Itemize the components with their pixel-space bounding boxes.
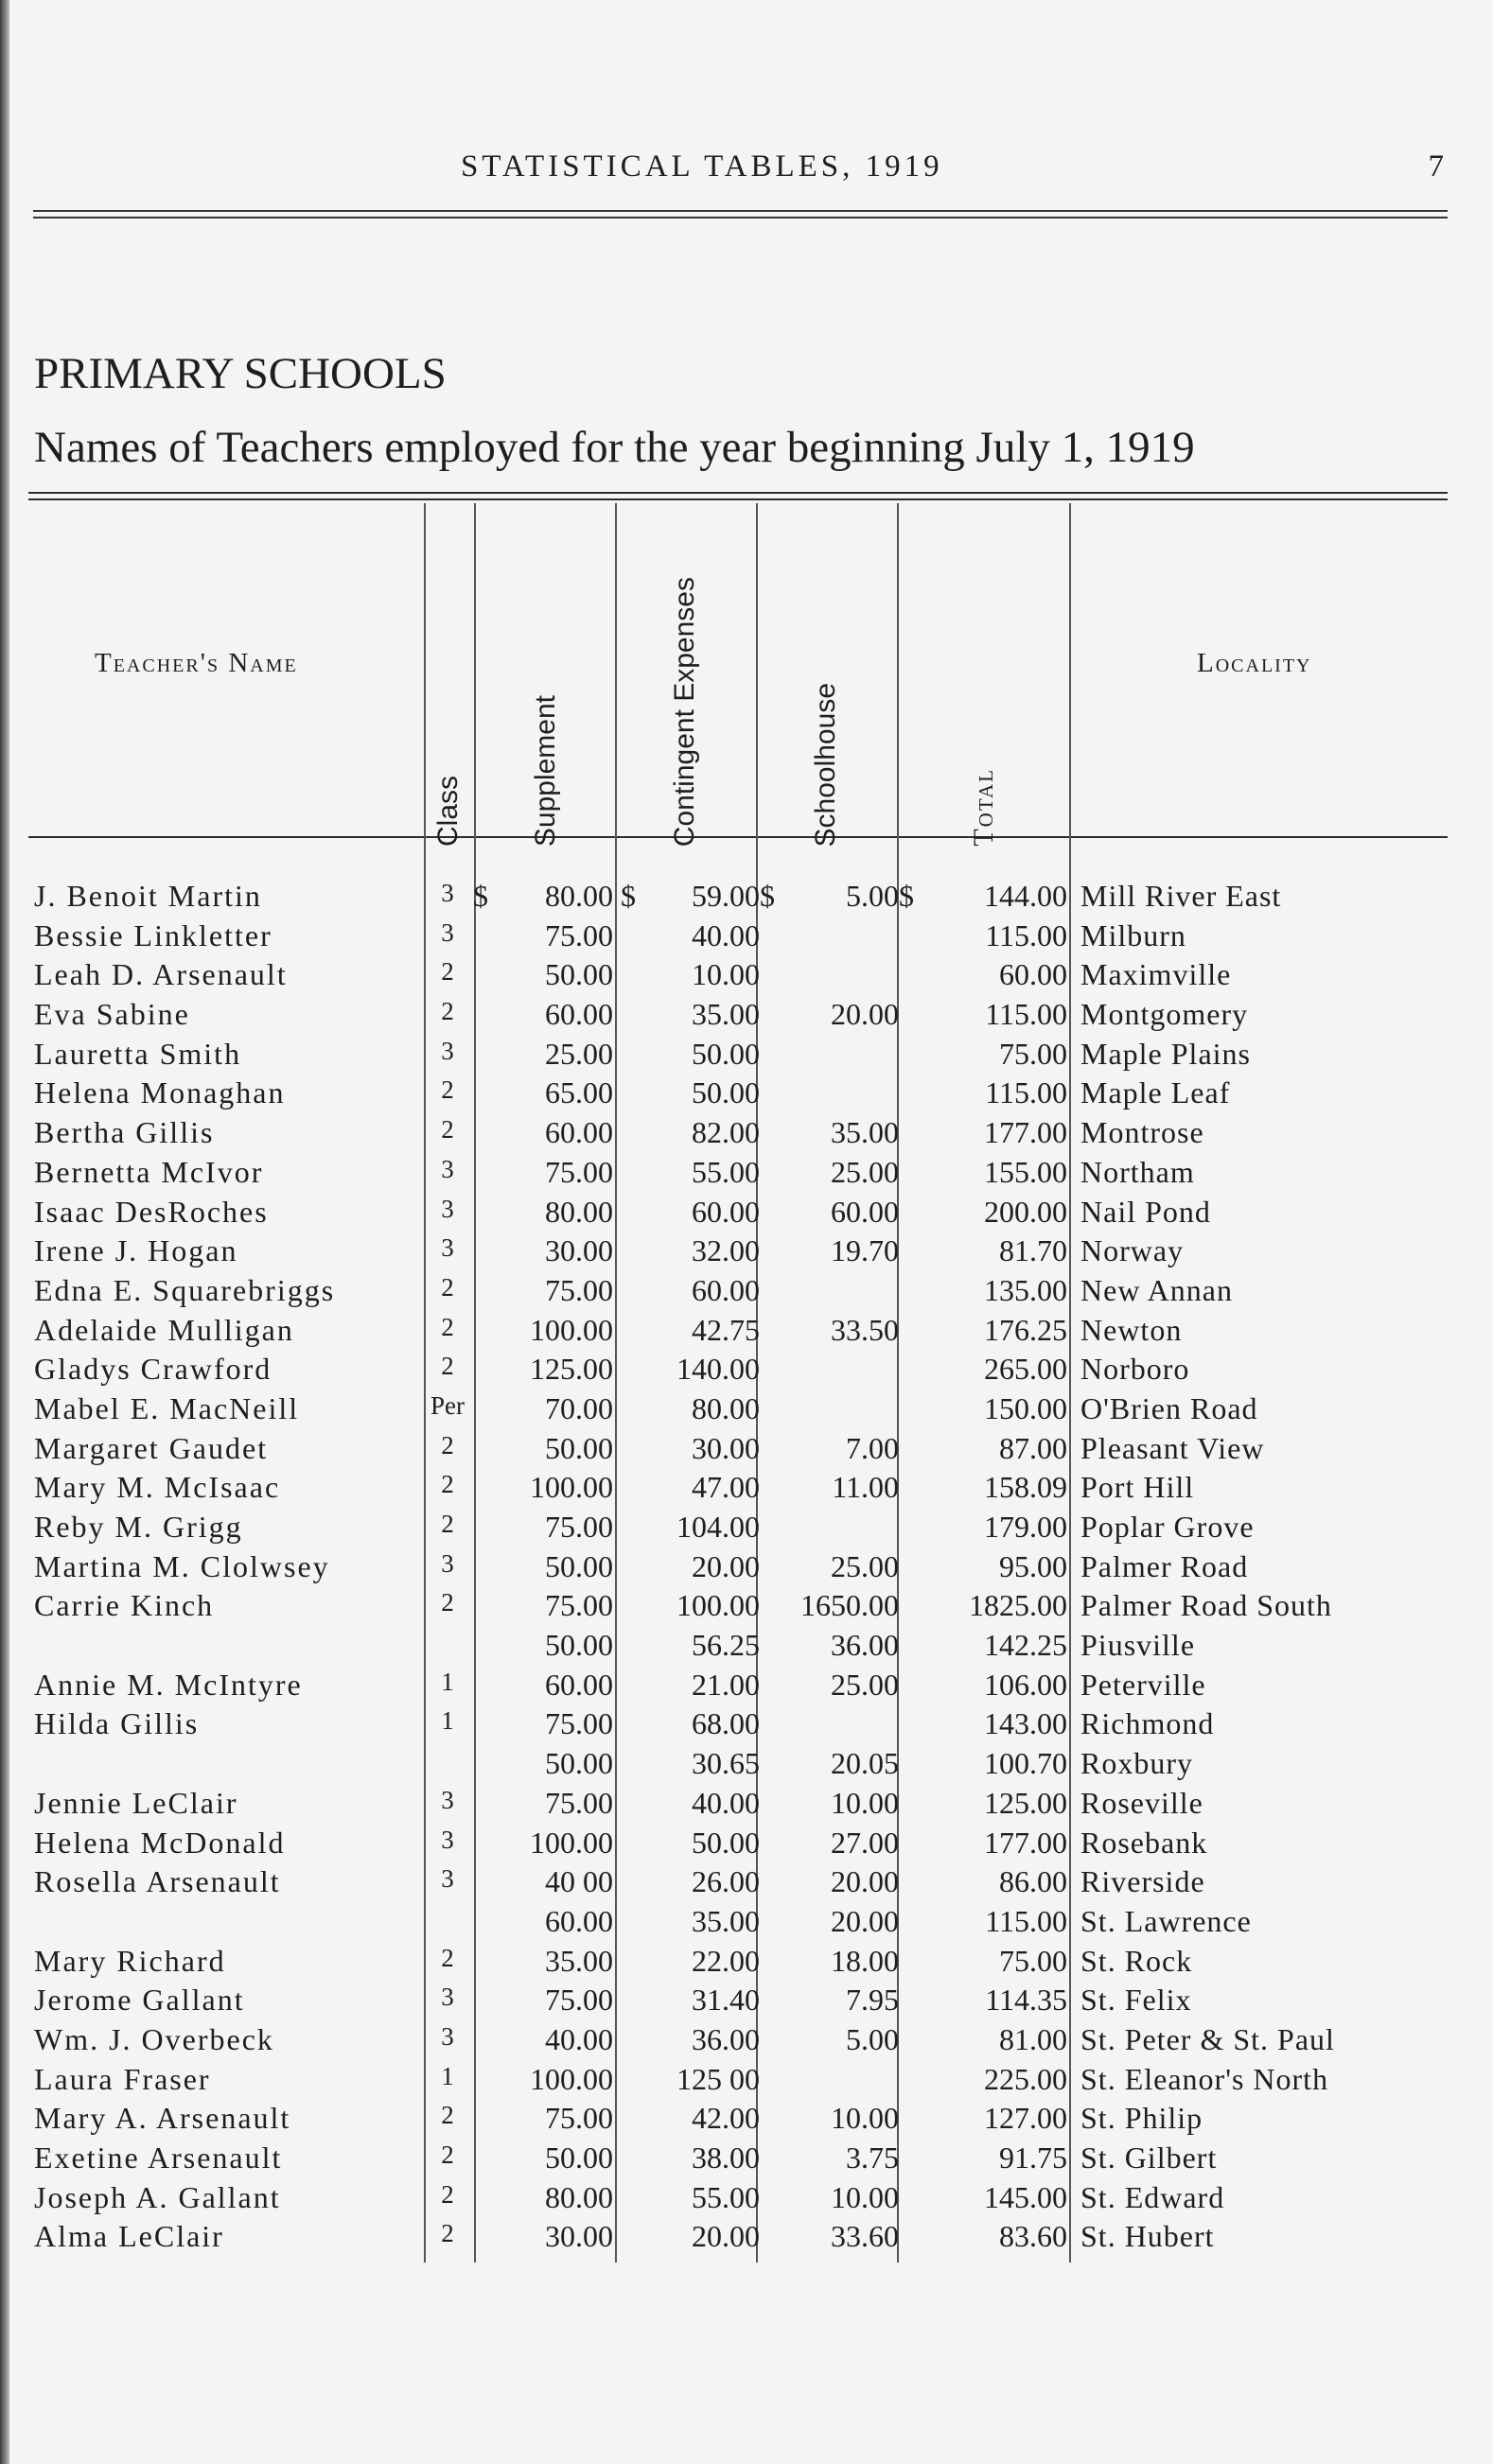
schoolhouse-value: 10.00	[831, 1785, 899, 1820]
teacher-name: Martina M. Clolwsey	[34, 1548, 330, 1583]
teacher-class: 3	[441, 2021, 454, 2051]
locality-name: St. Rock	[1080, 1943, 1193, 1978]
column-header-class: Class	[432, 775, 464, 847]
teacher-class: 2	[441, 2141, 454, 2169]
contingent-value: 60.00	[692, 1272, 760, 1307]
table-row	[0, 1940, 1493, 1980]
teacher-name: Joseph A. Gallant	[34, 2179, 281, 2214]
supplement-value: 75.00	[545, 1154, 613, 1189]
contingent-value: 36.00	[692, 2021, 760, 2056]
column-header-name: Teacher's Name	[95, 648, 298, 678]
locality-name: Riverside	[1080, 1864, 1205, 1899]
total-value: 127.00	[984, 2101, 1067, 2136]
table-row	[0, 1230, 1493, 1269]
table-row	[0, 2097, 1493, 2137]
teacher-name: Alma LeClair	[34, 2219, 224, 2254]
table-row	[0, 2058, 1493, 2098]
teacher-class: 2	[441, 957, 454, 987]
teacher-class: 3	[441, 1548, 454, 1578]
supplement-value: 65.00	[545, 1075, 613, 1110]
teacher-class: 1	[441, 1706, 454, 1736]
header-rule	[33, 210, 1448, 212]
contingent-value: 55.00	[692, 2179, 760, 2214]
total-value: 75.00	[999, 1943, 1067, 1978]
teacher-class: 2	[441, 1272, 454, 1302]
total-value: 176.25	[984, 1312, 1067, 1347]
table-row	[0, 1624, 1493, 1664]
total-value: 86.00	[999, 1864, 1067, 1899]
teacher-class: 2	[441, 1075, 454, 1105]
contingent-value: 21.00	[692, 1667, 760, 1702]
schoolhouse-value: 5.00	[846, 2021, 899, 2056]
contingent-value: 104.00	[676, 1510, 760, 1544]
schoolhouse-value: 20.00	[831, 1864, 899, 1899]
contingent-value: 42.00	[692, 2101, 760, 2136]
supplement-value: 75.00	[545, 2101, 613, 2136]
teacher-class: 3	[441, 1864, 454, 1894]
locality-name: Newton	[1080, 1312, 1183, 1347]
teacher-name: Mary Richard	[34, 1943, 226, 1978]
table-row	[0, 2137, 1493, 2176]
schoolhouse-value: 60.00	[831, 1194, 899, 1229]
teacher-class: 3	[441, 1154, 454, 1183]
table-row	[0, 1466, 1493, 1506]
supplement-value: 80.00	[545, 879, 613, 913]
table-row	[0, 1664, 1493, 1704]
table-row	[0, 875, 1493, 915]
teacher-class: 2	[441, 1352, 454, 1381]
contingent-value: 80.00	[692, 1390, 760, 1425]
contingent-value: 60.00	[692, 1194, 760, 1229]
teacher-name: Bertha Gillis	[34, 1115, 215, 1150]
total-value: 115.00	[985, 1903, 1067, 1938]
teacher-class: 3	[441, 1194, 454, 1223]
total-value: 135.00	[984, 1272, 1067, 1307]
dollar-sign: $	[899, 879, 914, 913]
total-value: 125.00	[984, 1785, 1067, 1820]
locality-name: Northam	[1080, 1154, 1195, 1189]
contingent-value: 42.75	[692, 1312, 760, 1347]
table-row	[0, 2215, 1493, 2255]
teacher-class: 2	[441, 1115, 454, 1145]
supplement-value: 70.00	[545, 1390, 613, 1425]
supplement-value: 50.00	[545, 1746, 613, 1781]
teacher-name: Helena Monaghan	[34, 1075, 286, 1110]
schoolhouse-value: 3.75	[846, 2141, 899, 2175]
table-row	[0, 915, 1493, 954]
teacher-class: 3	[441, 1983, 454, 2012]
supplement-value: 40.00	[545, 2021, 613, 2056]
supplement-value: 35.00	[545, 1943, 613, 1978]
teacher-class: 2	[441, 1312, 454, 1341]
total-value: 115.00	[985, 917, 1067, 952]
schoolhouse-value: 1650.00	[800, 1588, 899, 1623]
total-value: 81.70	[999, 1233, 1067, 1268]
supplement-value: 60.00	[545, 1115, 613, 1150]
table-row	[0, 1979, 1493, 2018]
teacher-class: 3	[441, 1785, 454, 1814]
locality-name: Richmond	[1080, 1706, 1215, 1741]
table-top-rule-double	[28, 498, 1448, 500]
total-value: 81.00	[999, 2021, 1067, 2056]
table-row	[0, 1191, 1493, 1231]
locality-name: Palmer Road South	[1080, 1588, 1332, 1623]
locality-name: New Annan	[1080, 1272, 1233, 1307]
teacher-name: Jennie LeClair	[34, 1785, 238, 1820]
table-row	[0, 1348, 1493, 1388]
contingent-value: 55.00	[692, 1154, 760, 1189]
total-value: 225.00	[984, 2061, 1067, 2096]
teacher-name: Hilda Gillis	[34, 1706, 200, 1741]
locality-name: St. Edward	[1080, 2179, 1225, 2214]
locality-name: St. Eleanor's North	[1080, 2061, 1329, 2096]
total-value: 143.00	[984, 1706, 1067, 1741]
teacher-name: Reby M. Grigg	[34, 1510, 243, 1544]
locality-name: St. Gilbert	[1080, 2141, 1218, 2175]
locality-name: St. Philip	[1080, 2101, 1203, 2136]
teacher-name: Carrie Kinch	[34, 1588, 215, 1623]
teacher-name: Isaac DesRoches	[34, 1194, 269, 1229]
table-row	[0, 1427, 1493, 1467]
supplement-value: 75.00	[545, 1983, 613, 2018]
contingent-value: 35.00	[692, 1903, 760, 1938]
locality-name: St. Felix	[1080, 1983, 1192, 2018]
contingent-value: 31.40	[692, 1983, 760, 2018]
locality-name: Peterville	[1080, 1667, 1206, 1702]
teacher-class: 2	[441, 997, 454, 1026]
running-title: STATISTICAL TABLES, 1919	[461, 149, 943, 183]
total-value: 91.75	[999, 2141, 1067, 2175]
total-value: 177.00	[984, 1115, 1067, 1150]
contingent-value: 50.00	[692, 1825, 760, 1860]
contingent-value: 40.00	[692, 917, 760, 952]
schoolhouse-value: 20.00	[831, 997, 899, 1032]
contingent-value: 100.00	[676, 1588, 760, 1623]
supplement-value: 50.00	[545, 1628, 613, 1663]
contingent-value: 22.00	[692, 1943, 760, 1978]
schoolhouse-value: 33.60	[831, 2219, 899, 2254]
column-header-contingent: Contingent Expenses	[669, 576, 700, 847]
total-value: 60.00	[999, 957, 1067, 992]
locality-name: Port Hill	[1080, 1470, 1195, 1505]
table-row	[0, 1033, 1493, 1073]
total-value: 115.00	[985, 1075, 1067, 1110]
contingent-value: 26.00	[692, 1864, 760, 1899]
supplement-value: 50.00	[545, 1548, 613, 1583]
contingent-value: 32.00	[692, 1233, 760, 1268]
table-row	[0, 1703, 1493, 1742]
total-value: 100.70	[984, 1746, 1067, 1781]
schoolhouse-value: 11.00	[832, 1470, 899, 1505]
contingent-value: 56.25	[692, 1628, 760, 1663]
teacher-name: Rosella Arsenault	[34, 1864, 281, 1899]
contingent-value: 30.65	[692, 1746, 760, 1781]
table-row	[0, 993, 1493, 1033]
teacher-class: 3	[441, 1825, 454, 1854]
table-row	[0, 1111, 1493, 1151]
teacher-class: 2	[441, 2101, 454, 2130]
table-row	[0, 1822, 1493, 1861]
dollar-sign: $	[473, 879, 488, 913]
total-value: 200.00	[984, 1194, 1067, 1229]
locality-name: Milburn	[1080, 917, 1186, 952]
section-title: PRIMARY SCHOOLS	[34, 349, 447, 398]
teacher-name: Edna E. Squarebriggs	[34, 1272, 336, 1307]
teacher-name: Wm. J. Overbeck	[34, 2021, 274, 2056]
contingent-value: 20.00	[692, 2219, 760, 2254]
dollar-sign: $	[760, 879, 775, 913]
locality-name: Montrose	[1080, 1115, 1204, 1150]
locality-name: Rosebank	[1080, 1825, 1208, 1860]
supplement-value: 100.00	[530, 2061, 613, 2096]
schoolhouse-value: 25.00	[831, 1154, 899, 1189]
locality-name: Roseville	[1080, 1785, 1203, 1820]
schoolhouse-value: 7.95	[846, 1983, 899, 2018]
column-header-schoolhouse: Schoolhouse	[810, 682, 841, 847]
total-value: 155.00	[984, 1154, 1067, 1189]
supplement-value: 100.00	[530, 1312, 613, 1347]
schoolhouse-value: 36.00	[831, 1628, 899, 1663]
supplement-value: 75.00	[545, 1272, 613, 1307]
locality-name: Norboro	[1080, 1352, 1190, 1387]
teacher-name: Irene J. Hogan	[34, 1233, 238, 1268]
locality-name: Nail Pond	[1080, 1194, 1211, 1229]
total-value: 265.00	[984, 1352, 1067, 1387]
locality-name: Piusville	[1080, 1628, 1196, 1663]
contingent-value: 82.00	[692, 1115, 760, 1150]
teacher-class: Per	[430, 1390, 465, 1420]
supplement-value: 75.00	[545, 1706, 613, 1741]
total-value: 158.09	[984, 1470, 1067, 1505]
running-head	[0, 149, 1493, 197]
supplement-value: 80.00	[545, 1194, 613, 1229]
total-value: 142.25	[984, 1628, 1067, 1663]
supplement-value: 75.00	[545, 1785, 613, 1820]
teacher-name: Mabel E. MacNeill	[34, 1390, 300, 1425]
table-row	[0, 1584, 1493, 1624]
table-row	[0, 1388, 1493, 1427]
contingent-value: 50.00	[692, 1036, 760, 1071]
locality-name: Poplar Grove	[1080, 1510, 1255, 1544]
total-value: 145.00	[984, 2179, 1067, 2214]
teacher-name: J. Benoit Martin	[34, 879, 262, 913]
teacher-name: Eva Sabine	[34, 997, 190, 1032]
dollar-sign: $	[621, 879, 636, 913]
total-value: 115.00	[985, 997, 1067, 1032]
supplement-value: 75.00	[545, 917, 613, 952]
locality-name: Mill River East	[1080, 879, 1282, 913]
supplement-value: 60.00	[545, 997, 613, 1032]
contingent-value: 30.00	[692, 1430, 760, 1465]
schoolhouse-value: 10.00	[831, 2101, 899, 2136]
teacher-name: Lauretta Smith	[34, 1036, 242, 1071]
teacher-class: 2	[441, 2179, 454, 2209]
schoolhouse-value: 33.50	[831, 1312, 899, 1347]
supplement-value: 40 00	[545, 1864, 613, 1899]
locality-name: Norway	[1080, 1233, 1185, 1268]
supplement-value: 50.00	[545, 957, 613, 992]
teacher-name: Laura Fraser	[34, 2061, 211, 2096]
total-value: 95.00	[999, 1548, 1067, 1583]
locality-name: Maple Leaf	[1080, 1075, 1231, 1110]
teacher-class: 3	[441, 1233, 454, 1263]
teacher-name: Margaret Gaudet	[34, 1430, 269, 1465]
supplement-value: 30.00	[545, 2219, 613, 2254]
contingent-value: 47.00	[692, 1470, 760, 1505]
schoolhouse-value: 25.00	[831, 1548, 899, 1583]
locality-name: Maximville	[1080, 957, 1232, 992]
supplement-value: 60.00	[545, 1667, 613, 1702]
contingent-value: 10.00	[692, 957, 760, 992]
teacher-class: 3	[441, 879, 454, 907]
contingent-value: 20.00	[692, 1548, 760, 1583]
total-value: 1825.00	[969, 1588, 1067, 1623]
supplement-value: 30.00	[545, 1233, 613, 1268]
table-row	[0, 2176, 1493, 2216]
locality-name: Pleasant View	[1080, 1430, 1265, 1465]
total-value: 144.00	[984, 879, 1067, 913]
schoolhouse-value: 20.05	[831, 1746, 899, 1781]
teacher-class: 2	[441, 1943, 454, 1972]
schoolhouse-value: 20.00	[831, 1903, 899, 1938]
supplement-value: 60.00	[545, 1903, 613, 1938]
teacher-class: 3	[441, 1036, 454, 1065]
table-row	[0, 2018, 1493, 2058]
column-header-locality: Locality	[1197, 648, 1312, 678]
teacher-name: Bernetta McIvor	[34, 1154, 264, 1189]
teacher-class: 2	[441, 2219, 454, 2248]
schoolhouse-value: 19.70	[831, 1233, 899, 1268]
contingent-value: 40.00	[692, 1785, 760, 1820]
teacher-class: 3	[441, 917, 454, 947]
teacher-class: 1	[441, 1667, 454, 1696]
locality-name: Palmer Road	[1080, 1548, 1249, 1583]
total-value: 179.00	[984, 1510, 1067, 1544]
schoolhouse-value: 25.00	[831, 1667, 899, 1702]
page-number: 7	[1428, 149, 1444, 183]
teacher-name: Adelaide Mulligan	[34, 1312, 294, 1347]
supplement-value: 80.00	[545, 2179, 613, 2214]
total-value: 75.00	[999, 1036, 1067, 1071]
table-row	[0, 953, 1493, 993]
contingent-value: 50.00	[692, 1075, 760, 1110]
table-row	[0, 1900, 1493, 1940]
column-header-supplement: Supplement	[530, 694, 561, 847]
locality-name: St. Peter & St. Paul	[1080, 2021, 1335, 2056]
table-row	[0, 1269, 1493, 1309]
schoolhouse-value: 5.00	[846, 879, 899, 913]
teacher-class: 2	[441, 1588, 454, 1617]
header-bottom-rule	[28, 836, 1448, 838]
locality-name: O'Brien Road	[1080, 1390, 1258, 1425]
table-row	[0, 1546, 1493, 1585]
teacher-name: Mary M. McIsaac	[34, 1470, 281, 1505]
contingent-value: 38.00	[692, 2141, 760, 2175]
supplement-value: 75.00	[545, 1588, 613, 1623]
supplement-value: 100.00	[530, 1825, 613, 1860]
supplement-value: 25.00	[545, 1036, 613, 1071]
schoolhouse-value: 27.00	[831, 1825, 899, 1860]
total-value: 114.35	[985, 1983, 1067, 2018]
total-value: 150.00	[984, 1390, 1067, 1425]
contingent-value: 68.00	[692, 1706, 760, 1741]
supplement-value: 50.00	[545, 1430, 613, 1465]
teacher-name: Helena McDonald	[34, 1825, 286, 1860]
teacher-name: Annie M. McIntyre	[34, 1667, 303, 1702]
contingent-value: 140.00	[676, 1352, 760, 1387]
table-row	[0, 1072, 1493, 1111]
table-row	[0, 1742, 1493, 1782]
supplement-value: 75.00	[545, 1510, 613, 1544]
teacher-class: 2	[441, 1510, 454, 1538]
table-row	[0, 1506, 1493, 1546]
contingent-value: 125 00	[676, 2061, 760, 2096]
teacher-class: 1	[441, 2061, 454, 2090]
schoolhouse-value: 10.00	[831, 2179, 899, 2214]
table-row	[0, 1151, 1493, 1191]
teacher-name: Jerome Gallant	[34, 1983, 245, 2018]
total-value: 106.00	[984, 1667, 1067, 1702]
teacher-class: 2	[441, 1470, 454, 1499]
table-row	[0, 1309, 1493, 1349]
schoolhouse-value: 7.00	[846, 1430, 899, 1465]
locality-name: St. Hubert	[1080, 2219, 1215, 2254]
contingent-value: 59.00	[692, 879, 760, 913]
column-header-total: Total	[968, 768, 999, 847]
table-row	[0, 1782, 1493, 1822]
total-value: 87.00	[999, 1430, 1067, 1465]
teacher-name: Mary A. Arsenault	[34, 2101, 291, 2136]
schoolhouse-value: 35.00	[831, 1115, 899, 1150]
header-rule-double	[33, 217, 1448, 218]
contingent-value: 35.00	[692, 997, 760, 1032]
schoolhouse-value: 18.00	[831, 1943, 899, 1978]
table-row	[0, 1861, 1493, 1900]
locality-name: Montgomery	[1080, 997, 1249, 1032]
total-value: 177.00	[984, 1825, 1067, 1860]
total-value: 83.60	[999, 2219, 1067, 2254]
teacher-name: Bessie Linkletter	[34, 917, 272, 952]
supplement-value: 100.00	[530, 1470, 613, 1505]
locality-name: Roxbury	[1080, 1746, 1193, 1781]
teacher-name: Gladys Crawford	[34, 1352, 272, 1387]
supplement-value: 50.00	[545, 2141, 613, 2175]
table-top-rule	[28, 492, 1448, 494]
section-subtitle: Names of Teachers employed for the year beginning July 1, 1919	[34, 423, 1195, 472]
teacher-table-body	[0, 875, 1493, 2255]
locality-name: Maple Plains	[1080, 1036, 1251, 1071]
locality-name: St. Lawrence	[1080, 1903, 1252, 1938]
teacher-name: Leah D. Arsenault	[34, 957, 288, 992]
supplement-value: 125.00	[530, 1352, 613, 1387]
teacher-class: 2	[441, 1430, 454, 1459]
teacher-name: Exetine Arsenault	[34, 2141, 283, 2175]
